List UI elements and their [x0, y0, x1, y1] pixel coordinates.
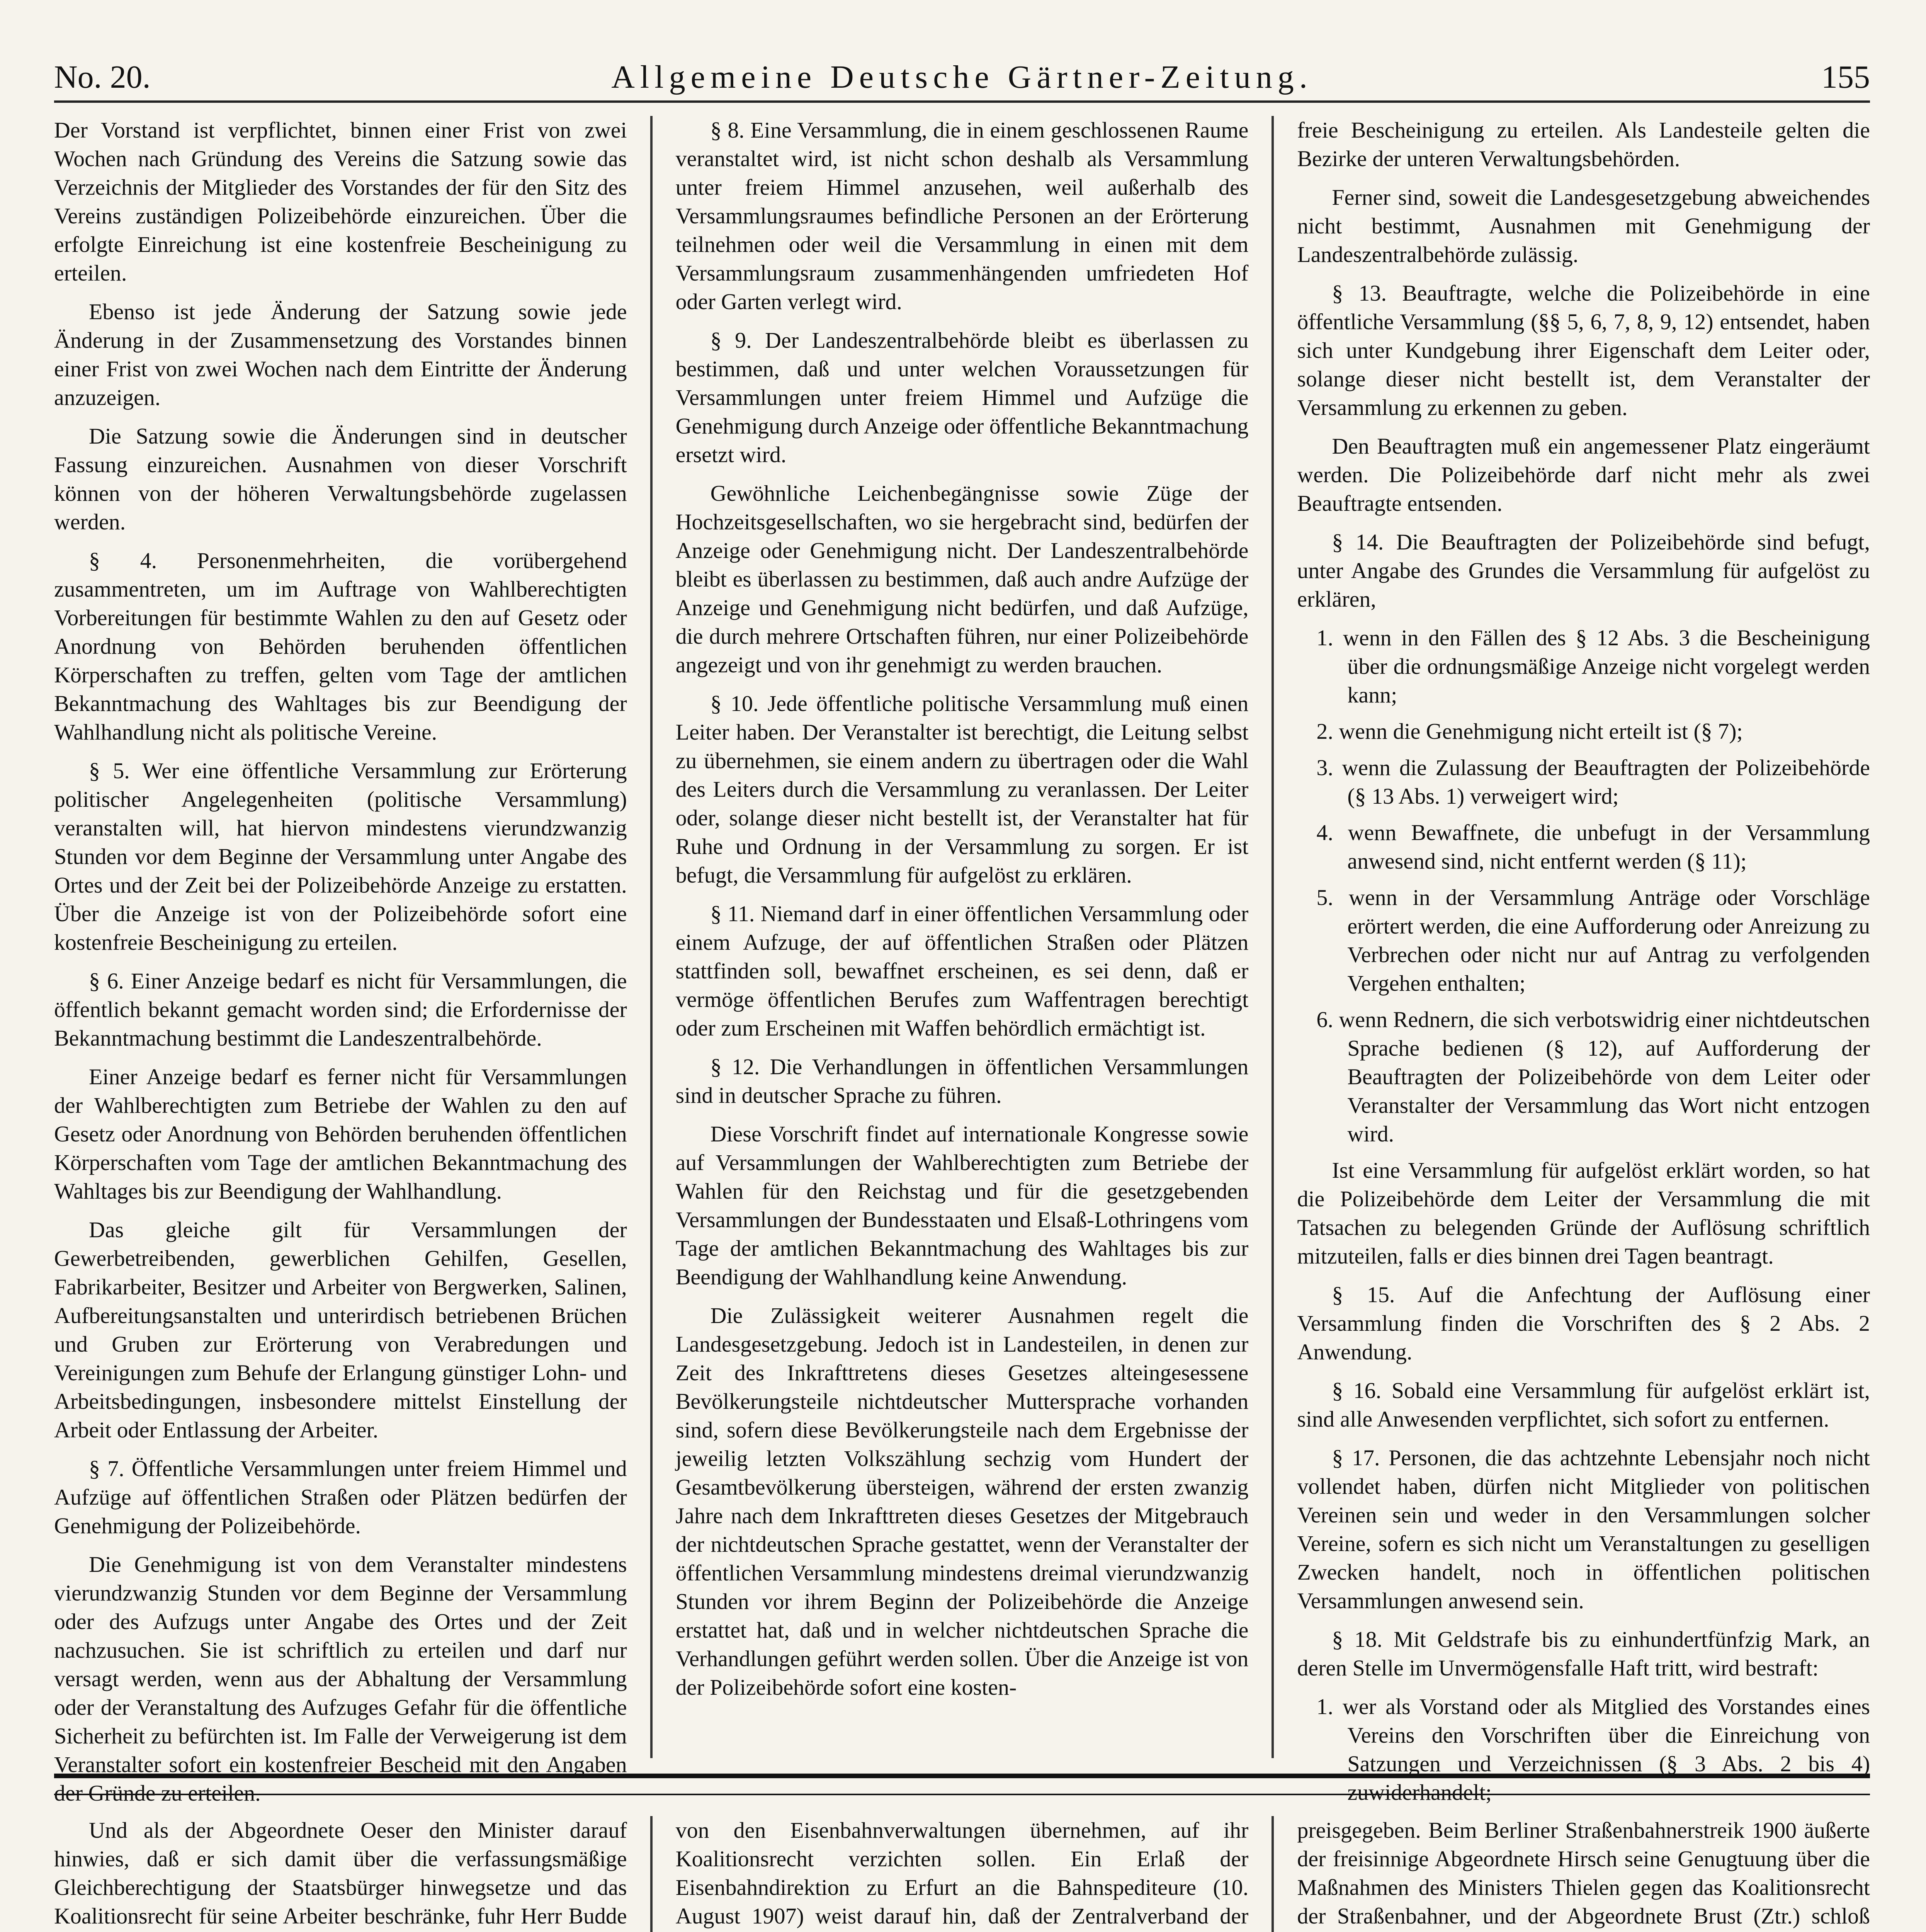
list-item: 2. wenn die Genehmigung nicht erteilt ist (§ 7); [1316, 719, 1743, 744]
paragraph-section-15: § 15. Auf die Anfechtung der Auflösung einer Versammlung finden die Vorschriften des § 2 Abs. 2 Anwendung. [1297, 1282, 1870, 1364]
paragraph-section-6: § 6. Einer Anzeige bedarf es nicht für Versammlungen, die öffentlich bekannt gemacht worden sind; die Erfordernisse der Bekanntmachung bestimmt die Landeszentralbehörde. [54, 968, 627, 1051]
paragraph: Ist eine Versammlung für aufgelöst erklärt worden, so hat die Polizeibehörde dem Leiter der Versammlung die mit Tatsachen zu belegenden Gründe der Auflösung schriftlich mitzuteilen, falls er dies binnen drei Tagen beantragt. [1297, 1158, 1870, 1269]
law-text-section [54, 116, 1870, 1806]
paragraph-section-11: § 11. Niemand darf in einer öffentlichen Versammlung oder einem Aufzuge, der auf öffentlichen Straßen oder Plätzen stattfinden soll, bewaffnet erscheinen, es sei denn, daß er vermöge öffentlichen Berufes zum Waffentragen berechtigt oder zum Erscheinen mit Waffen behördlich ermächtigt ist. [675, 901, 1249, 1041]
paragraph-section-14: § 14. Die Beauftragten der Polizeibehörde sind befugt, unter Angabe des Grundes die Versammlung für aufgelöst zu erklären, [1297, 529, 1870, 612]
paragraph: freie Bescheinigung zu erteilen. Als Landesteile gelten die Bezirke der unteren Verwaltungsbehörden. [1297, 117, 1870, 171]
paragraph: Ferner sind, soweit die Landesgesetzgebung abweichendes nicht bestimmt, Ausnahmen mit Genehmigung der Landeszentralbehörde zulässig. [1297, 185, 1870, 267]
paragraph: Die Satzung sowie die Änderungen sind in deutscher Fassung einzureichen. Ausnahmen von dieser Vorschrift können von der höheren Verwaltungsbehörde zugelassen werden. [54, 423, 627, 534]
article-column-1 [54, 1816, 627, 1932]
law-column-3 [1297, 116, 1870, 1805]
law-column-1 [54, 116, 627, 1806]
list-item: 5. wenn in der Versammlung Anträge oder Vorschläge erörtert werden, die eine Aufforderung oder Anreizung zu Verbrechen oder nicht nur auf Antrag zu verfolgenden Vergehen enthalten; [1316, 885, 1870, 996]
paragraph-section-8: § 8. Eine Versammlung, die in einem geschlossenen Raume veranstaltet wird, ist nicht schon deshalb als Versammlung unter freiem Himmel anzusehen, weil außerhalb des Versammlungsraumes befindliche Personen an der Erörterung teilnehmen oder weil die Versammlung in einen mit dem Versammlungsraum zusammenhängenden umfriedeten Hof oder Garten verlegt wird. [675, 117, 1249, 314]
paragraph-section-5: § 5. Wer eine öffentliche Versammlung zur Erörterung politischer Angelegenheiten (politische Versammlung) veranstalten will, hat hiervon mindestens vierundzwanzig Stunden vor dem Beginne der Versammlung unter Angabe des Ortes und der Zeit bei der Polizeibehörde Anzeige zu erstatten. Über die Anzeige ist von der Polizeibehörde sofort eine kostenfreie Bescheinigung zu erteilen. [54, 758, 627, 955]
paragraph: Gewöhnliche Leichenbegängnisse sowie Züge der Hochzeitsgesellschaften, wo sie hergebracht sind, bedürfen der Anzeige oder Genehmigung nicht. Der Landeszentralbehörde bleibt es überlassen zu bestimmen, daß auch andre Aufzüge der Anzeige und Genehmigung nicht bedürfen, und daß Aufzüge, die durch mehrere Ortschaften führen, nur einer Polizeibehörde angezeigt und von ihr genehmigt zu werden brauchen. [675, 481, 1249, 677]
list-item: 6. wenn Rednern, die sich verbotswidrig einer nichtdeutschen Sprache bedienen (§ 12), auf Aufforderung der Beauftragten der Polizeibehörde von dem Leiter oder Veranstalter der Versammlung das Wort nicht entzogen wird. [1316, 1007, 1870, 1146]
paragraph-section-12: § 12. Die Verhandlungen in öffentlichen Versammlungen sind in deutscher Sprache zu führen. [675, 1054, 1249, 1108]
paragraph: Das gleiche gilt für Versammlungen der Gewerbetreibenden, gewerblichen Gehilfen, Gesellen, Fabrikarbeiter, Besitzer und Arbeiter von Bergwerken, Salinen, Aufbereitungsanstalten und unterirdisch betriebenen Brüchen und Gruben zur Erörterung von Verabredungen und Vereinigungen zum Behufe der Erlangung günstiger Lohn- und Arbeitsbedingungen, insbesondere mittelst Einstellung der Arbeit oder Entlassung der Arbeiter. [54, 1217, 627, 1442]
law-column-2 [676, 116, 1249, 1758]
paragraph-section-7: § 7. Öffentliche Versammlungen unter freiem Himmel und Aufzüge auf öffentlichen Straßen oder Plätzen bedürfen der Genehmigung der Polizeibehörde. [54, 1456, 627, 1538]
list-item: 4. wenn Bewaffnete, die unbefugt in der Versammlung anwesend sind, nicht entfernt werden (§ 11); [1316, 820, 1870, 874]
paragraph: Die Genehmigung ist von dem Veranstalter mindestens vierundzwanzig Stunden vor dem Beginne der Versammlung oder des Aufzugs unter Angabe des Ortes und der Zeit nachzusuchen. Sie ist schriftlich zu erteilen und darf nur versagt werden, wenn aus der Abhaltung der Versammlung oder der Veranstaltung des Aufzuges Gefahr für die öffentliche Sicherheit zu befürchten ist. Im Falle der Verweigerung ist dem Veranstalter sofort ein kostenfreier Bescheid mit den Angaben der Gründe zu erteilen. [54, 1552, 627, 1806]
paragraph: Die Zulässigkeit weiterer Ausnahmen regelt die Landesgesetzgebung. Jedoch ist in Landesteilen, in denen zur Zeit des Inkrafttretens dieses Gesetzes alteingesessene Bevölkerungsteile nichtdeutscher Muttersprache vorhanden sind, sofern diese Bevölkerungsteile nach dem Ergebnisse der jeweilig letzten Volkszählung sechzig vom Hundert der Gesamtbevölkerung übersteigen, während der ersten zwanzig Jahre nach dem Inkrafttreten dieses Gesetzes der Mitgebrauch der nichtdeutschen Sprache gestattet, wenn der Veranstalter der öffentlichen Versammlung mindestens dreimal vierundzwanzig Stunden vor ihrem Beginn der Polizeibehörde die Anzeige erstattet hat, daß und in welcher nichtdeutschen Sprache die Verhandlungen geführt werden sollen. Über die Anzeige ist von der Polizeibehörde sofort eine kosten- [675, 1303, 1249, 1700]
article-column-2 [676, 1816, 1249, 1932]
paragraph: preisgegeben. Beim Berliner Straßenbahnerstreik 1900 äußerte der freisinnige Abgeordnete Hirsch seine Genugtuung über die Maßnahmen des Ministers Thielen gegen das Koalitionsrecht der Straßenbahner, und der Abgeordnete Brust (Ztr.) schloß [1297, 1818, 1870, 1929]
paragraph-section-9: § 9. Der Landeszentralbehörde bleibt es überlassen zu bestimmen, daß und unter welchen Voraussetzungen für Versammlungen unter freiem Himmel und Aufzüge die Genehmigung durch Anzeige oder öffentliche Bekanntmachung ersetzt wird. [675, 328, 1249, 467]
paragraph-section-18: § 18. Mit Geldstrafe bis zu einhundertfünfzig Mark, an deren Stelle im Unvermögensfalle Haft tritt, wird bestraft: [1297, 1627, 1870, 1680]
paragraph: Ebenso ist jede Änderung der Satzung sowie jede Änderung in der Zusammensetzung des Vorstandes binnen einer Frist von zwei Wochen nach dem Eintritte der Änderung anzuzeigen. [54, 299, 627, 410]
paragraph: Der Vorstand ist verpflichtet, binnen einer Frist von zwei Wochen nach Gründung des Vereins die Satzung sowie das Verzeichnis der Mitglieder des Vorstandes der für den Sitz des Vereins zuständigen Polizeibehörde einzureichen. Über die erfolgte Einreichung ist eine kostenfreie Bescheinigung zu erteilen. [54, 117, 627, 286]
paragraph-section-4: § 4. Personenmehrheiten, die vorübergehend zusammentreten, um im Auftrage von Wahlberechtigten Vorbereitungen für bestimmte Wahlen zu den auf Gesetz oder Anordnung von Behörden beruhenden öffentlichen Körperschaften zu treffen, gelten vom Tage der amtlichen Bekanntmachung des Wahltages bis zur Beendigung der Wahlhandlung nicht als politische Vereine. [54, 548, 627, 745]
list-item: 1. wenn in den Fällen des § 12 Abs. 3 die Bescheinigung über die ordnungsmäßige Anzeige nicht vorgelegt werden kann; [1316, 625, 1870, 707]
paragraph: von den Eisenbahnverwaltungen übernehmen, auf ihr Koalitionsrecht verzichten sollen. Ein Erlaß der Eisenbahndirektion zu Erfurt an die Bahnspediteure (10. August 1907) weist darauf hin, daß der Zentralverband der [675, 1818, 1249, 1929]
article-section [54, 1816, 1870, 1932]
article-column-3 [1297, 1816, 1870, 1932]
newspaper-title: Allgemeine Deutsche Gärtner-Zeitung. [611, 59, 1313, 95]
column-rule [650, 116, 653, 1758]
paragraph-section-16: § 16. Sobald eine Versammlung für aufgelöst erklärt ist, sind alle Anwesenden verpflichtet, sich sofort zu entfernen. [1297, 1378, 1870, 1432]
paragraph-section-10: § 10. Jede öffentliche politische Versammlung muß einen Leiter haben. Der Veranstalter ist berechtigt, die Leitung selbst zu übernehmen, sie einem andern zu übertragen oder die Wahl des Leiters durch die Versammlung zu veranlassen. Der Leiter oder, solange dieser nicht bestellt ist, der Veranstalter hat für Ruhe und Ordnung in der Versammlung zu sorgen. Er ist befugt, die Versammlung für aufgelöst zu erklären. [675, 691, 1249, 888]
paragraph: Den Beauftragten muß ein angemessener Platz eingeräumt werden. Die Polizeibehörde darf nicht mehr als zwei Beauftragte entsenden. [1297, 434, 1870, 516]
column-rule [1272, 116, 1274, 1758]
page-number: 155 [1821, 59, 1870, 95]
list-item: 1. wer als Vorstand oder als Mitglied des Vorstandes eines Vereins den Vorschriften über die Einreichung von Satzungen und Verzeichnissen (§ 3 Abs. 2 bis 4) zuwiderhandelt; [1316, 1694, 1870, 1805]
paragraph: Und als der Abgeordnete Oeser den Minister darauf hinwies, daß er sich damit über die verfassungsmäßige Gleichberechtigung der Staatsbürger hinwegsetze und das Koalitionsrecht für seine Arbeiter beschränke, fuhr Herr Budde [54, 1818, 627, 1929]
list-item: 3. wenn die Zulassung der Beauftragten der Polizeibehörde (§ 13 Abs. 1) verweigert wird; [1316, 755, 1870, 809]
page-header [54, 58, 1870, 103]
paragraph: Einer Anzeige bedarf es ferner nicht für Versammlungen der Wahlberechtigten zum Betriebe der Wahlen zu den auf Gesetz oder Anordnung von Behörden beruhenden öffentlichen Körperschaften vom Tage der amtlichen Bekanntmachung des Wahltages bis zur Beendigung der Wahlhandlung. [54, 1064, 627, 1204]
section-divider [54, 1774, 1870, 1795]
issue-number: No. 20. [54, 59, 151, 95]
column-rule [650, 1816, 653, 1932]
paragraph-section-13: § 13. Beauftragte, welche die Polizeibehörde in eine öffentliche Versammlung (§§ 5, 6, 7, 8, 9, 12) entsendet, haben sich unter Kundgebung ihrer Eigenschaft dem Leiter oder, solange dieser nicht bestellt ist, dem Veranstalter der Versammlung zu erkennen zu geben. [1297, 281, 1870, 420]
paragraph-section-17: § 17. Personen, die das achtzehnte Lebensjahr noch nicht vollendet haben, dürfen nicht Mitglieder von politischen Vereinen sein und weder in den Versammlungen solcher Vereine, sofern es sich nicht um Veranstaltungen zu geselligen Zwecken handelt, noch in öffentlichen politischen Versammlungen anwesend sein. [1297, 1445, 1870, 1613]
paragraph: Diese Vorschrift findet auf internationale Kongresse sowie auf Versammlungen der Wahlberechtigten zum Betriebe der Wahlen für den Reichstag und für die gesetzgebenden Versammlungen der Bundesstaaten und Elsaß-Lothringens vom Tage der amtlichen Bekanntmachung des Wahltages bis zur Beendigung der Wahlhandlung keine Anwendung. [675, 1121, 1249, 1289]
column-rule [1272, 1816, 1274, 1932]
